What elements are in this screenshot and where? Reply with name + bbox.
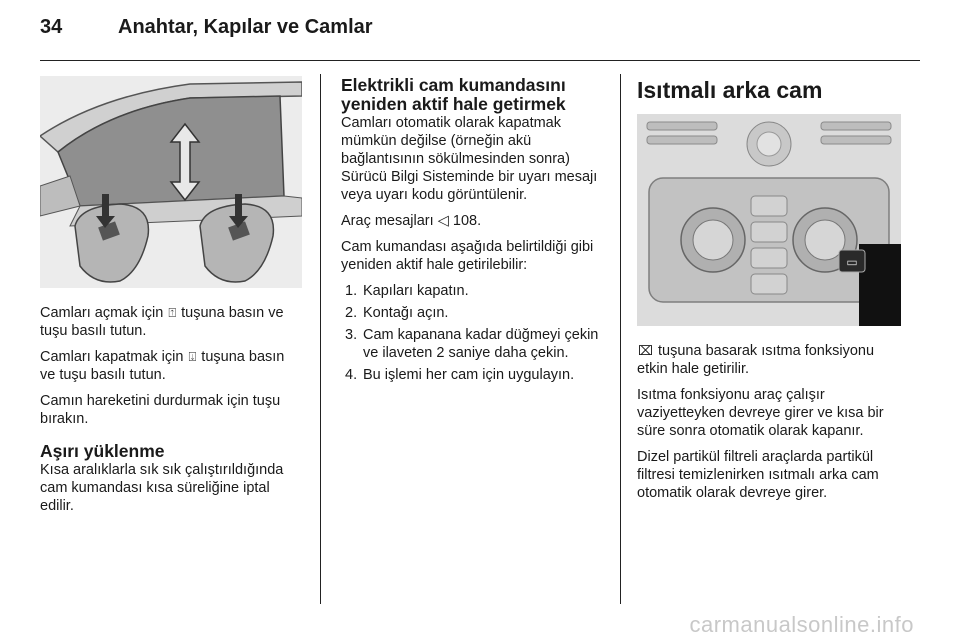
step-text: Kontağı açın.: [363, 305, 449, 321]
left-column: [40, 76, 302, 523]
paragraph-steps-intro: Cam kumandası aşağıda belirtildiği gibi yeniden aktif hale getirilebilir:: [341, 239, 594, 273]
heading-reactivate: Elektrikli cam kumandasını yeniden aktif hale getirmek: [341, 75, 566, 114]
paragraph-stop: Camın hareketini durdurmak için tuşu bırakın.: [40, 393, 281, 427]
paragraph-warning: Camları otomatik olarak kapatmak mümkün değilse (örneğin akü bağlantısının sökülmesinden sonra) Sürücü Bilgi Sisteminde bir uyarı mesajı veya uyarı kodu görüntülenir.: [341, 115, 598, 203]
column-divider-2: [620, 74, 621, 604]
list-item: [341, 366, 603, 384]
paragraph-overload: Kısa aralıklarla sık sık çalıştırıldığında cam kumandası kısa süreliğine iptal edilir.: [40, 462, 284, 514]
heading-heated-rear-window: Isıtmalı arka cam: [637, 77, 823, 103]
step-number: 4.: [345, 367, 358, 383]
page-title: Anahtar, Kapılar ve Camlar: [118, 16, 373, 38]
page-header: [40, 16, 373, 39]
step-text: Kapıları kapatın.: [363, 283, 469, 299]
paragraph-close-windows: [40, 348, 302, 384]
text-defrost-post: tuşuna basarak ısıtma fonksiyonu etkin hale getirilir.: [637, 343, 875, 377]
watermark: carmanualsonline.info: [689, 612, 914, 637]
text-open-post: tuşuna basın ve tuşu basılı tutun.: [40, 305, 284, 339]
text-messages-ref[interactable]: 108.: [448, 213, 482, 229]
paragraph-vehicle-messages: [341, 212, 603, 230]
middle-column: [341, 76, 603, 392]
step-number: 3.: [345, 327, 358, 343]
window-illustration: [40, 76, 302, 288]
list-item: [341, 282, 603, 300]
header-rule: [40, 60, 920, 61]
window-down-icon: ⍗: [188, 349, 197, 364]
list-item: [341, 326, 603, 362]
step-number: 2.: [345, 305, 358, 321]
step-number: 1.: [345, 283, 358, 299]
paragraph-defrost-auto-off: Isıtma fonksiyonu araç çalışır vaziyetteyken devreye girer ve kısa bir süre sonra otomatik olarak kapanır.: [637, 387, 884, 439]
heading-overload: Aşırı yüklenme: [40, 441, 165, 461]
temperature-knob-left-icon: [681, 208, 745, 272]
text-close-pre: Camları kapatmak için: [40, 349, 188, 365]
steps-list: [341, 282, 603, 384]
text-close-post: tuşuna basın ve tuşu basılı tutun.: [40, 349, 285, 383]
page-number: 34: [40, 16, 63, 38]
paragraph-activate-defrost: [637, 342, 901, 378]
step-text: Bu işlemi her cam için uygulayın.: [363, 367, 575, 383]
svg-text:▭: ▭: [846, 255, 858, 269]
column-divider-1: [320, 74, 321, 604]
right-column: [637, 76, 901, 510]
paragraph-diesel-filter: Dizel partikül filtreli araçlarda partikül filtresi temizlenirken ısıtmalı arka cam otomatik olarak devreye girer.: [637, 449, 879, 501]
text-open-pre: Camları açmak için: [40, 305, 168, 321]
step-text: Cam kapanana kadar düğmeyi çekin ve ilaveten 2 saniye daha çekin.: [363, 327, 599, 361]
text-messages-pre: Araç mesajları: [341, 213, 438, 229]
rear-defrost-icon: ⌧: [638, 343, 653, 358]
paragraph-open-windows: [40, 304, 302, 340]
window-up-icon: ⍐: [168, 305, 177, 320]
page-ref-arrow-icon: ◁: [437, 213, 449, 229]
list-item: [341, 304, 603, 322]
climate-panel-illustration: [637, 114, 901, 326]
